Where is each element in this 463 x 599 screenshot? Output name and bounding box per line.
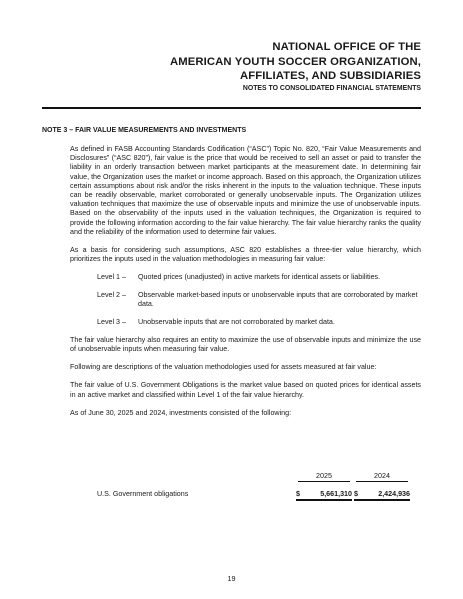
header-line-1: NATIONAL OFFICE OF THE	[272, 41, 421, 53]
amount-2025	[296, 490, 352, 501]
amount-2024	[354, 490, 410, 501]
level-text: Unobservable inputs that are not corroborated by market data.	[138, 318, 335, 327]
level-text: Observable market-based inputs or unobservable inputs that are corroborated by market data.	[138, 291, 418, 309]
paragraph-hierarchy-basis: As a basis for considering such assumptions, ASC 820 establishes a three-tier value hierarchy, which prioritizes the inputs used in the valuation methodologies in measuring fair value:	[70, 245, 421, 264]
header-subtitle: NOTES TO CONSOLIDATED FINANCIAL STATEMENTS	[242, 84, 421, 92]
document-header	[170, 40, 421, 93]
level-text: Quoted prices (unadjusted) in active markets for identical assets or liabilities.	[138, 273, 381, 282]
currency-symbol: $	[296, 490, 300, 498]
currency-symbol: $	[354, 490, 358, 498]
level-label: Level 3 –	[97, 318, 126, 327]
header-line-3: AFFILIATES, AND SUBSIDIARIES	[239, 70, 421, 83]
level-label: Level 1 –	[97, 273, 126, 282]
header-line-2: AMERICAN YOUTH SOCCER ORGANIZATION,	[170, 55, 421, 68]
column-header-2024: 2024	[356, 472, 408, 482]
page-number: 19	[227, 574, 236, 583]
level-label: Level 2 –	[97, 291, 126, 300]
paragraph-asc820-definition: As defined in FASB Accounting Standards Codification (“ASC”) Topic No. 820, “Fair Value Measurements and Disclosures” (“ASC 820”), fair value is the price that would be received to sell an asset or paid to transfer the liability in an orderly transaction between market participants at the measurement date. In determining fair value, the Organization uses the market or income approach. Based on this approach, the Organization utilizes certain assumptions about risk and/or the risks inherent in the inputs to the valuation technique. These inputs can be readily observable, market corroborated or generally unobservable inputs. The Organization utilizes valuation techniques that maximize the use of observable inputs and minimize the use of unobservable inputs. Based on the observability of the inputs used in the valuation techniques, the Organization is required to provide the following information according to the fair value hierarchy. The fair value hierarchy ranks the quality and the reliability of the information used to determine fair values.	[70, 145, 421, 236]
column-header-2025: 2025	[298, 472, 350, 482]
note-title: NOTE 3 – FAIR VALUE MEASUREMENTS AND INVESTMENTS	[42, 127, 247, 134]
row-label: U.S. Government obligations	[97, 490, 189, 498]
level-item	[97, 273, 421, 282]
note-body	[70, 145, 421, 427]
paragraph-methodologies-intro: Following are descriptions of the valuation methodologies used for assets measured at fair value:	[70, 363, 377, 372]
paragraph-government-obligations: The fair value of U.S. Government Obligations is the market value based on quoted prices for identical assets in an active market and classified within Level 1 of the fair value hierarchy.	[70, 381, 421, 399]
value-2024: 2,424,936	[378, 490, 410, 498]
paragraph-hierarchy-requirement: The fair value hierarchy also requires an entity to maximize the use of observable inputs and minimize the use of unobservable inputs when measuring fair value.	[70, 336, 421, 354]
value-2025: 5,661,310	[320, 490, 352, 498]
level-item	[97, 291, 421, 309]
level-item	[97, 318, 421, 327]
paragraph-investments-intro: As of June 30, 2025 and 2024, investments consisted of the following:	[70, 408, 292, 417]
header-divider	[42, 107, 421, 109]
